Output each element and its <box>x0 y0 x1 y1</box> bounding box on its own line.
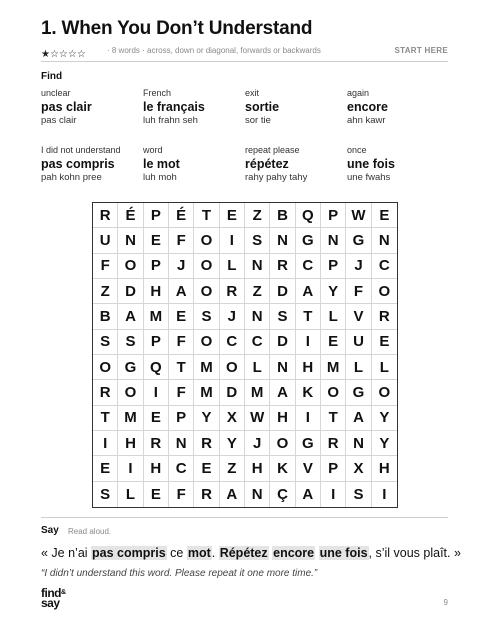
grid-cell: O <box>93 355 118 380</box>
word-french: pas clair <box>41 100 92 114</box>
logo-line-2: say <box>41 596 60 610</box>
word-english: repeat please <box>245 145 300 155</box>
highlighted-word: pas compris <box>92 546 166 560</box>
grid-cell: G <box>346 380 371 405</box>
word-pronunciation: une fwahs <box>347 172 391 183</box>
word-entry <box>347 145 447 183</box>
word-pronunciation: pas clair <box>41 115 77 126</box>
grid-cell: M <box>245 380 270 405</box>
grid-cell: M <box>144 304 169 329</box>
grid-cell: T <box>169 355 194 380</box>
grid-cell: M <box>194 355 219 380</box>
grid-cell: L <box>372 355 397 380</box>
word-pronunciation: pah kohn pree <box>41 172 102 183</box>
grid-cell: B <box>93 304 118 329</box>
grid-cell: C <box>372 254 397 279</box>
word-entry <box>245 88 345 126</box>
grid-cell: D <box>220 380 245 405</box>
grid-cell: O <box>194 254 219 279</box>
word-entry <box>347 88 447 126</box>
word-search-grid <box>92 202 398 508</box>
word-french: répétez <box>245 157 289 171</box>
grid-cell: P <box>169 406 194 431</box>
word-english: unclear <box>41 88 71 98</box>
grid-cell: L <box>321 304 346 329</box>
grid-cell: O <box>118 254 143 279</box>
grid-cell: Z <box>93 279 118 304</box>
grid-cell: V <box>346 304 371 329</box>
word-entry <box>245 145 345 183</box>
grid-cell: C <box>220 330 245 355</box>
grid-cell: D <box>118 279 143 304</box>
say-hint: Read aloud. <box>68 527 112 536</box>
grid-cell: H <box>118 431 143 456</box>
grid-cell: J <box>245 431 270 456</box>
grid-cell: H <box>296 355 321 380</box>
grid-cell: J <box>220 304 245 329</box>
grid-cell: W <box>245 406 270 431</box>
grid-cell: O <box>321 380 346 405</box>
word-french: le français <box>143 100 205 114</box>
grid-cell: P <box>144 254 169 279</box>
grid-cell: R <box>194 482 219 507</box>
grid-cell: Z <box>245 203 270 228</box>
grid-cell: É <box>169 203 194 228</box>
grid-cell: E <box>194 456 219 481</box>
say-sentence <box>41 546 461 560</box>
grid-cell: R <box>321 431 346 456</box>
grid-cell: C <box>169 456 194 481</box>
sentence-text: ce <box>166 546 187 560</box>
word-french: une fois <box>347 157 395 171</box>
grid-cell: R <box>220 279 245 304</box>
word-french: sortie <box>245 100 280 114</box>
grid-cell: N <box>245 482 270 507</box>
grid-cell: H <box>245 456 270 481</box>
grid-cell: A <box>270 380 295 405</box>
grid-cell: P <box>321 203 346 228</box>
grid-cell: D <box>270 330 295 355</box>
divider <box>41 517 448 518</box>
grid-cell: X <box>220 406 245 431</box>
grid-cell: Ç <box>270 482 295 507</box>
grid-cell: N <box>245 254 270 279</box>
grid-cell: N <box>169 431 194 456</box>
grid-cell: I <box>118 456 143 481</box>
difficulty-stars-icon: ★☆☆☆☆ <box>41 49 86 60</box>
page-title: 1. When You Don’t Understand <box>41 18 313 39</box>
grid-cell: Y <box>372 406 397 431</box>
grid-cell: O <box>270 431 295 456</box>
grid-cell: O <box>194 330 219 355</box>
grid-cell: A <box>220 482 245 507</box>
grid-cell: G <box>118 355 143 380</box>
grid-cell: F <box>169 380 194 405</box>
grid-cell: Y <box>194 406 219 431</box>
grid-cell: O <box>194 228 219 253</box>
grid-cell: G <box>296 431 321 456</box>
logo-ampersand: & <box>61 589 66 596</box>
grid-cell: Y <box>220 431 245 456</box>
highlighted-word: une fois <box>319 546 368 560</box>
grid-cell: Z <box>245 279 270 304</box>
grid-cell: F <box>93 254 118 279</box>
page-number: 9 <box>443 598 448 607</box>
grid-cell: M <box>194 380 219 405</box>
grid-cell: I <box>93 431 118 456</box>
brand-logo <box>41 588 66 608</box>
grid-cell: K <box>270 456 295 481</box>
grid-cell: F <box>169 482 194 507</box>
grid-cell: I <box>296 330 321 355</box>
sentence-text: . <box>211 546 219 560</box>
grid-cell: L <box>118 482 143 507</box>
say-heading: Say <box>41 525 59 536</box>
grid-cell: F <box>169 228 194 253</box>
grid-cell: X <box>346 456 371 481</box>
grid-cell: S <box>93 330 118 355</box>
grid-cell: R <box>194 431 219 456</box>
grid-cell: H <box>270 406 295 431</box>
grid-cell: G <box>346 228 371 253</box>
grid-cell: J <box>169 254 194 279</box>
grid-cell: N <box>346 431 371 456</box>
grid-cell: E <box>93 456 118 481</box>
word-entry <box>143 88 243 126</box>
grid-cell: H <box>372 456 397 481</box>
grid-cell: E <box>220 203 245 228</box>
word-english: again <box>347 88 370 98</box>
grid-cell: G <box>296 228 321 253</box>
grid-cell: U <box>93 228 118 253</box>
grid-cell: D <box>270 279 295 304</box>
word-english: I did not understand <box>41 145 121 155</box>
grid-cell: L <box>346 355 371 380</box>
sentence-text: , s’il vous plaît. » <box>368 546 461 560</box>
word-english: exit <box>245 88 260 98</box>
logo-line-1: find <box>41 586 61 600</box>
grid-cell: C <box>296 254 321 279</box>
grid-cell: M <box>321 355 346 380</box>
find-heading: Find <box>41 71 63 82</box>
word-entry <box>41 88 141 126</box>
word-pronunciation: luh frahn seh <box>143 115 198 126</box>
grid-cell: E <box>169 304 194 329</box>
grid-cell: O <box>372 279 397 304</box>
sentence-translation: “I didn’t understand this word. Please repeat it one more time.” <box>41 568 318 579</box>
grid-cell: T <box>194 203 219 228</box>
grid-cell: R <box>270 254 295 279</box>
grid-cell: P <box>321 456 346 481</box>
grid-cell: F <box>346 279 371 304</box>
grid-cell: A <box>118 304 143 329</box>
grid-cell: B <box>270 203 295 228</box>
grid-cell: S <box>93 482 118 507</box>
grid-cell: E <box>144 482 169 507</box>
grid-cell: T <box>321 406 346 431</box>
grid-cell: O <box>118 380 143 405</box>
grid-cell: N <box>118 228 143 253</box>
grid-cell: É <box>118 203 143 228</box>
grid-cell: H <box>144 456 169 481</box>
grid-cell: S <box>346 482 371 507</box>
grid-cell: M <box>118 406 143 431</box>
highlighted-word: encore <box>273 546 315 560</box>
grid-cell: Y <box>372 431 397 456</box>
grid-cell: W <box>346 203 371 228</box>
grid-cell: A <box>296 482 321 507</box>
grid-cell: P <box>144 330 169 355</box>
grid-cell: O <box>194 279 219 304</box>
grid-cell: A <box>296 279 321 304</box>
grid-cell: I <box>382 485 387 503</box>
grid-cell: Z <box>220 456 245 481</box>
puzzle-meta: · 8 words · across, down or diagonal, forwards or backwards <box>107 46 321 55</box>
word-pronunciation: ahn kawr <box>347 115 386 126</box>
grid-cell: F <box>169 330 194 355</box>
grid-cell: C <box>245 330 270 355</box>
grid-cell: N <box>372 228 397 253</box>
grid-cell: R <box>372 304 397 329</box>
grid-cell: O <box>220 355 245 380</box>
grid-cell: N <box>270 228 295 253</box>
highlighted-word: mot <box>187 546 211 560</box>
grid-cell: H <box>144 279 169 304</box>
grid-cell: R <box>93 203 118 228</box>
grid-cell: Q <box>296 203 321 228</box>
word-french: encore <box>347 100 388 114</box>
grid-cell: I <box>144 380 169 405</box>
grid-cell: T <box>296 304 321 329</box>
start-here-label: START HERE <box>394 46 448 55</box>
grid-cell: P <box>321 254 346 279</box>
grid-cell: L <box>245 355 270 380</box>
word-english: once <box>347 145 367 155</box>
grid-cell: S <box>194 304 219 329</box>
grid-cell: S <box>118 330 143 355</box>
grid-cell: I <box>321 482 346 507</box>
word-pronunciation: rahy pahy tahy <box>245 172 308 183</box>
grid-cell: E <box>372 203 397 228</box>
highlighted-word: Répétez <box>219 546 268 560</box>
grid-cell: Q <box>144 355 169 380</box>
grid-cell: S <box>270 304 295 329</box>
grid-cell: U <box>346 330 371 355</box>
grid-cell: E <box>372 330 397 355</box>
grid-cell: I <box>296 406 321 431</box>
grid-cell: N <box>321 228 346 253</box>
meta-row <box>41 44 448 62</box>
grid-cell: T <box>93 406 118 431</box>
grid-cell: N <box>270 355 295 380</box>
grid-cell: V <box>296 456 321 481</box>
grid-cell: N <box>245 304 270 329</box>
grid-cell: S <box>245 228 270 253</box>
grid-cell: P <box>144 203 169 228</box>
grid-cell: A <box>346 406 371 431</box>
word-english: word <box>143 145 163 155</box>
grid-cell: E <box>144 228 169 253</box>
grid-cell: R <box>93 380 118 405</box>
word-entry <box>41 145 141 183</box>
word-french: pas compris <box>41 157 115 171</box>
word-pronunciation: sor tie <box>245 115 271 126</box>
word-pronunciation: luh moh <box>143 172 177 183</box>
grid-cell: I <box>220 228 245 253</box>
word-french: le mot <box>143 157 180 171</box>
grid-cell: O <box>372 380 397 405</box>
word-english: French <box>143 88 172 98</box>
grid-cell: L <box>220 254 245 279</box>
word-entry <box>143 145 243 183</box>
grid-cell: E <box>321 330 346 355</box>
grid-cell: R <box>144 431 169 456</box>
grid-cell: Y <box>321 279 346 304</box>
grid-cell: E <box>144 406 169 431</box>
grid-cell: A <box>169 279 194 304</box>
sentence-text: « Je n’ai <box>41 546 92 560</box>
grid-cell: K <box>296 380 321 405</box>
grid-cell: J <box>346 254 371 279</box>
